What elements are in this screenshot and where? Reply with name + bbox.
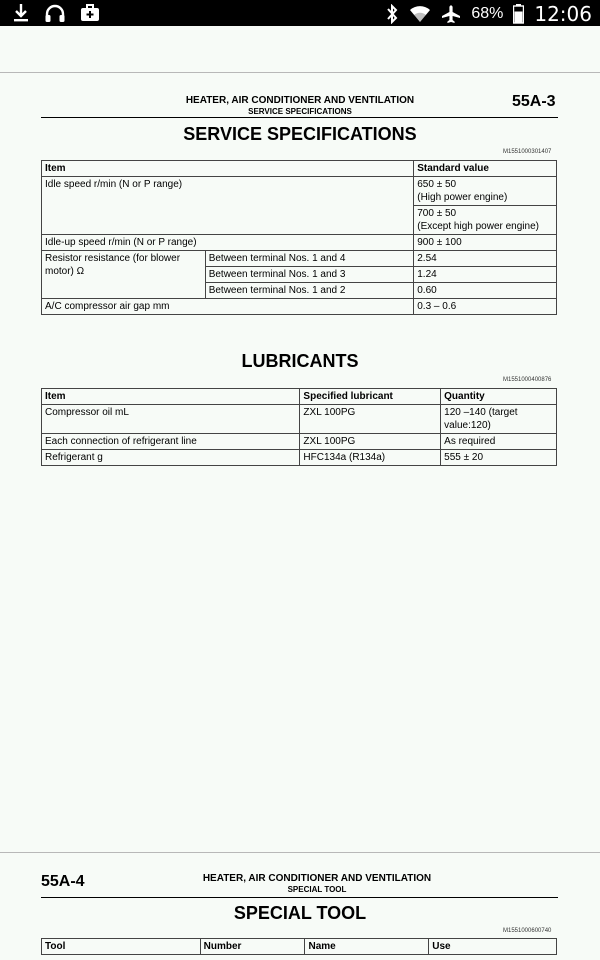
header-rule [41,117,558,118]
briefcase-plus-icon[interactable] [80,3,100,23]
col-header-standard-value: Standard value [414,161,557,177]
cell-lubricant: HFC134a (R134a) [300,450,441,466]
cell-quantity: 120 –140 (target value:120) [441,405,557,434]
table-row [42,251,557,267]
cell-value: 0.60 [414,283,557,299]
special-tool-table [41,938,557,955]
cell-value: 900 ± 100 [414,235,557,251]
table-header-row [42,161,557,177]
headphones-icon[interactable] [44,3,66,23]
cell-value: 650 ± 50 (High power engine) [414,177,557,206]
table-row [42,405,557,434]
col-header-lubricant: Specified lubricant [300,389,441,405]
cell-terminal: Between terminal Nos. 1 and 2 [205,283,414,299]
cell-lubricant: ZXL 100PG [300,434,441,450]
section-title-special-tool: SPECIAL TOOL [233,903,367,923]
header-subtitle: SPECIAL TOOL [287,885,347,894]
page-number: 55A-3 [512,93,556,110]
col-header-name: Name [305,939,429,955]
cell-terminal: Between terminal Nos. 1 and 3 [205,267,414,283]
cell-value: 700 ± 50 (Except high power engine) [414,206,557,235]
page-divider [0,72,600,73]
table-row [42,235,557,251]
cell-item: Each connection of refrigerant line [42,434,300,450]
table-row [42,450,557,466]
table-row [42,434,557,450]
table-row [42,177,557,206]
header-rule [41,897,558,898]
airplane-icon [441,4,461,24]
table-row [42,299,557,315]
download-icon[interactable] [12,3,30,23]
col-header-item: Item [42,389,300,405]
col-header-number: Number [200,939,305,955]
section-title-lubricants: LUBRICANTS [241,351,359,371]
battery-percentage: 68% [471,5,504,22]
header-subtitle: SERVICE SPECIFICATIONS [248,107,352,116]
cell-terminal: Between terminal Nos. 1 and 4 [205,251,414,267]
status-bar [0,0,600,26]
cell-value: 2.54 [414,251,557,267]
clock: 12:06 [534,2,592,26]
service-specs-table [41,160,557,315]
cell-item: Refrigerant g [42,450,300,466]
row-label: Idle-up speed r/min (N or P range) [42,235,414,251]
doc-id: M1551000301407 [503,149,552,155]
cell-value: 0.3 – 0.6 [414,299,557,315]
lubricants-table [41,388,557,466]
col-header-tool: Tool [42,939,201,955]
col-header-item: Item [42,161,414,177]
col-header-quantity: Quantity [441,389,557,405]
table-header-row [42,389,557,405]
header-title: HEATER, AIR CONDITIONER AND VENTILATION [202,873,432,884]
header-title: HEATER, AIR CONDITIONER AND VENTILATION [185,95,415,106]
wifi-icon [409,5,431,23]
cell-lubricant: ZXL 100PG [300,405,441,434]
section-title-service-specs: SERVICE SPECIFICATIONS [183,124,417,144]
row-label: Idle speed r/min (N or P range) [42,177,414,235]
table-header-row [42,939,557,955]
row-label: Resistor resistance (for blower motor) Ω [42,251,206,299]
doc-id: M1551000600740 [503,928,552,934]
row-label: A/C compressor air gap mm [42,299,414,315]
col-header-use: Use [429,939,557,955]
battery-icon [513,4,524,24]
page-number: 55A-4 [41,873,85,890]
bluetooth-icon [385,4,399,24]
cell-quantity: As required [441,434,557,450]
cell-value: 1.24 [414,267,557,283]
cell-item: Compressor oil mL [42,405,300,434]
doc-id: M1551000400876 [503,377,552,383]
cell-quantity: 555 ± 20 [441,450,557,466]
page-divider [0,852,600,853]
